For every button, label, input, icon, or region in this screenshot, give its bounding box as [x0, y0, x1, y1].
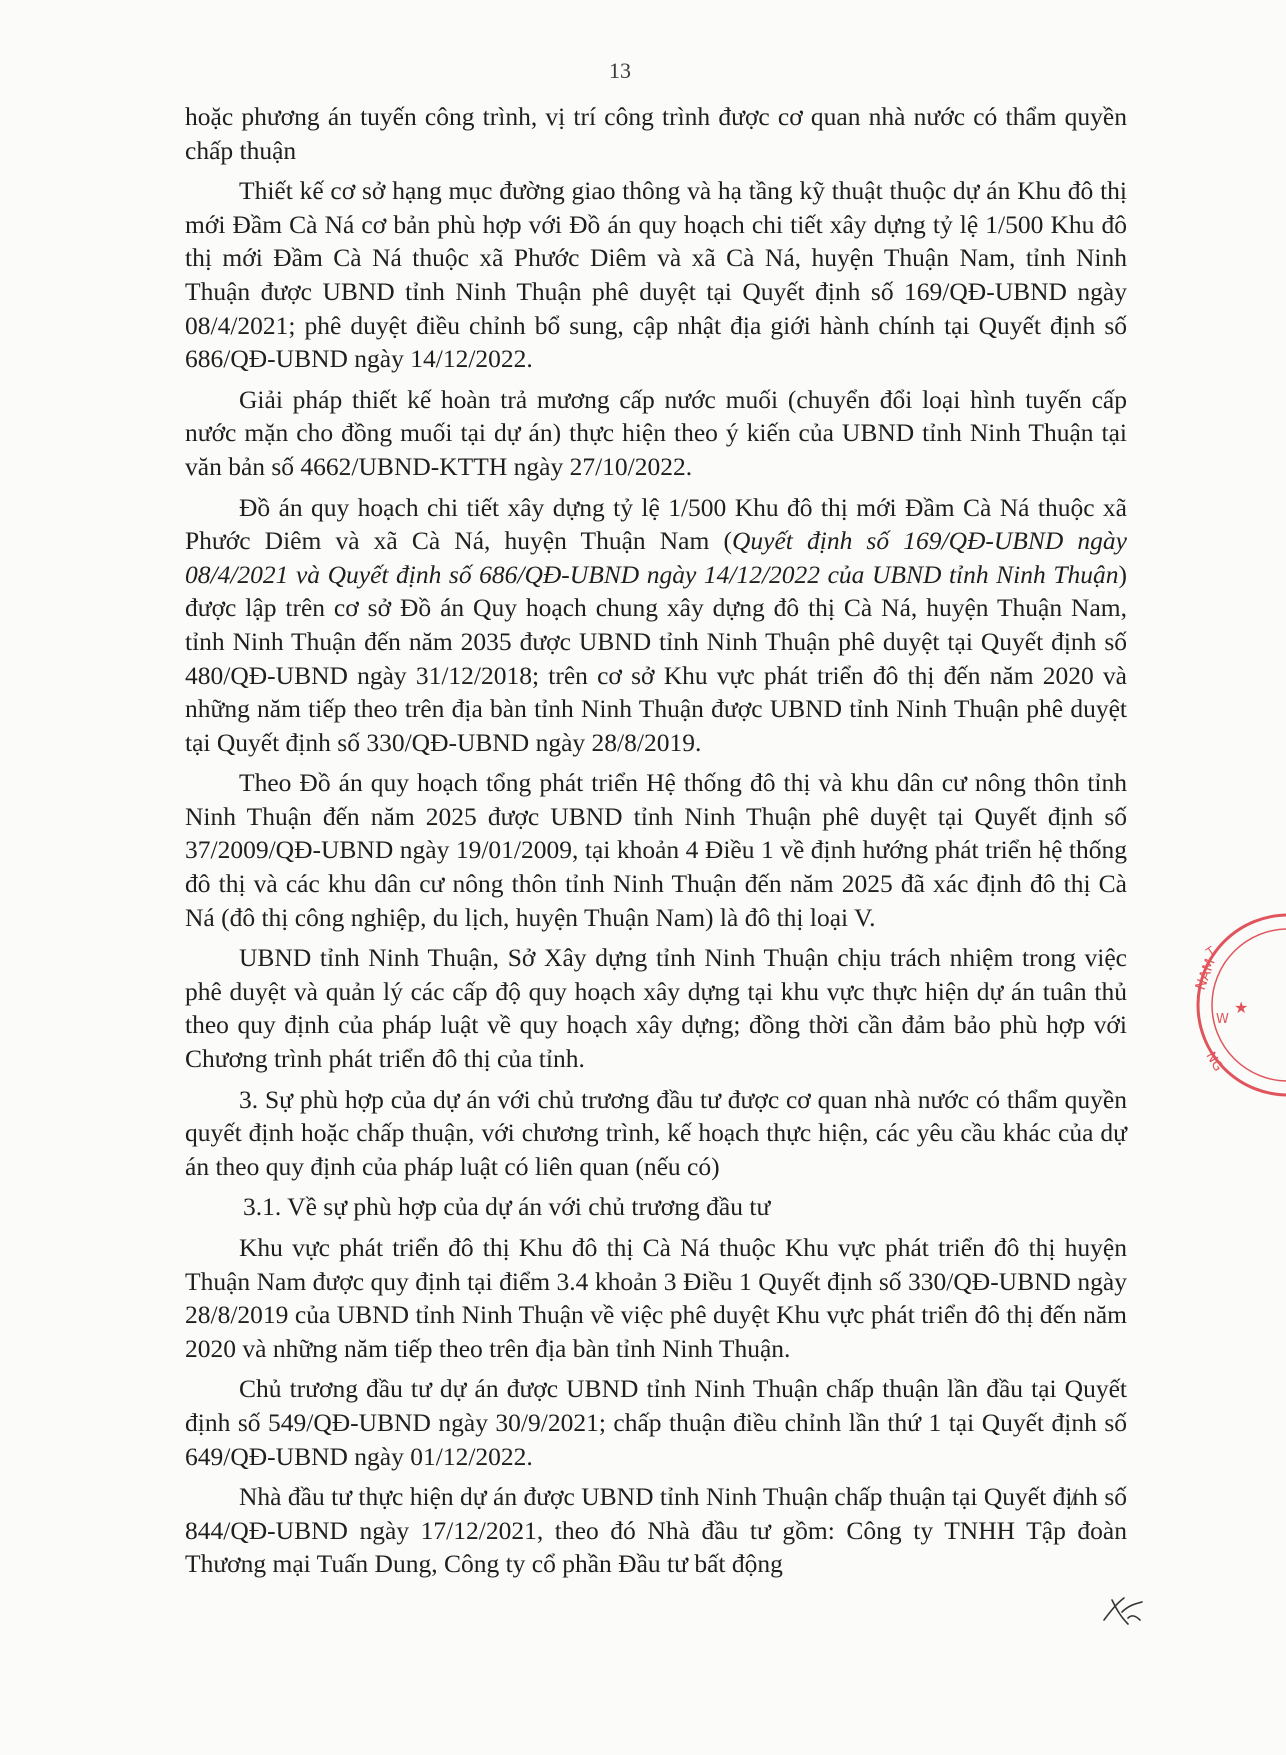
svg-text:NG: NG [1202, 1049, 1226, 1075]
paragraph-detailed-plan-citation: Quyết định số 169/QĐ-UBND ngày 08/4/2021 và Quyết định số 686/QĐ-UBND ngày 14/12/2022 của UBND tỉnh Ninh Thuận [185, 526, 1127, 589]
paragraph-investment-policy: Chủ trương đầu tư dự án được UBND tỉnh Ninh Thuận chấp thuận lần đầu tại Quyết định số 549/QĐ-UBND ngày 30/9/2021; chấp thuận điều chỉnh lần thứ 1 tại Quyết định số 649/QĐ-UBND ngày 01/12/2022. [185, 1374, 1127, 1471]
paragraph-urban-development-area: Khu vực phát triển đô thị Khu đô thị Cà Ná thuộc Khu vực phát triển đô thị huyện Thuận Nam được quy định tại điểm 3.4 khoản 3 Điều 1 Quyết định số 330/QĐ-UBND ngày 28/8/2019 của UBND tỉnh Ninh Thuận về việc phê duyệt Khu vực phát triển đô thị đến năm 2020 và những năm tiếp theo trên địa bàn tỉnh Ninh Thuận. [185, 1233, 1127, 1363]
section-heading-3: 3. Sự phù hợp của dự án với chủ trương đầu tư được cơ quan nhà nước có thẩm quyền quyết định hoặc chấp thuận, với chương trình, kế hoạch thực hiện, các yêu cầu khác của dự án theo quy định của pháp luật có liên quan (nếu có) [185, 1084, 1127, 1181]
margin-tick-mark [1069, 1487, 1079, 1507]
paragraph-investor-approval: Nhà đầu tư thực hiện dự án được UBND tỉnh Ninh Thuận chấp thuận tại Quyết định số 844/QĐ-UBND ngày 17/12/2021, theo đó Nhà đầu tư gồm: Công ty TNHH Tập đoàn Thương mại Tuấn Dung, Công ty cổ phần Đầu tư bất động [185, 1482, 1127, 1579]
document-body [185, 100, 1127, 1588]
red-seal-stamp [1192, 905, 1286, 1105]
handwritten-initials [1098, 1590, 1148, 1630]
svg-text:NAM: NAM [1192, 956, 1219, 993]
paragraph-detailed-plan-part1: Đồ án quy hoạch chi tiết xây dựng tỷ lệ 1/500 Khu đô thị mới Đầm Cà Ná thuộc xã Phước Diêm và xã Cà Ná, huyện Thuận Nam ( [185, 492, 1127, 556]
paragraph-detailed-plan-part2: ) được lập trên cơ sở Đồ án Quy hoạch chung xây dựng đô thị Cà Ná, huyện Thuận Nam, tỉnh Ninh Thuận đến năm 2035 được UBND tỉnh Ninh Thuận phê duyệt tại Quyết định số 480/QĐ-UBND ngày 31/12/2018; trên cơ sở Khu vực phát triển đô thị đến năm 2020 và những năm tiếp theo trên địa bàn tỉnh Ninh Thuận được UBND tỉnh Ninh Thuận phê duyệt tại Quyết định số 330/QĐ-UBND ngày 28/8/2019. [185, 559, 1127, 757]
subsection-heading-3-1: 3.1. Về sự phù hợp của dự án với chủ trương đầu tư [243, 1192, 771, 1222]
svg-text:T: T [1203, 943, 1218, 960]
paragraph-design-basis: Thiết kế cơ sở hạng mục đường giao thông và hạ tầng kỹ thuật thuộc dự án Khu đô thị mới Đầm Cà Ná cơ bản phù hợp với Đồ án quy hoạch chi tiết xây dựng tỷ lệ 1/500 Khu đô thị mới Đầm Cà Ná thuộc xã Phước Diêm và xã Cà Ná, huyện Thuận Nam, tỉnh Ninh Thuận được UBND tỉnh Ninh Thuận phê duyệt tại Quyết định số 169/QĐ-UBND ngày 08/4/2021; phê duyệt điều chỉnh bổ sung, cập nhật địa giới hành chính tại Quyết định số 686/QĐ-UBND ngày 14/12/2022. [185, 176, 1127, 374]
paragraph-responsibility: UBND tỉnh Ninh Thuận, Sở Xây dựng tỉnh Ninh Thuận chịu trách nhiệm trong việc phê duyệt và quản lý các cấp độ quy hoạch xây dựng tại khu vực thực hiện dự án tuân thủ theo quy định của pháp luật về quy hoạch xây dựng; đồng thời cần đảm bảo phù hợp với Chương trình phát triển đô thị của tỉnh. [185, 943, 1127, 1074]
svg-text:W: W [1216, 1012, 1229, 1027]
paragraph-detailed-plan [185, 491, 1127, 760]
paragraph-continuation: hoặc phương án tuyến công trình, vị trí công trình được cơ quan nhà nước có thẩm quyền chấp thuận [185, 102, 1127, 165]
paragraph-salt-water-canal: Giải pháp thiết kế hoàn trả mương cấp nước muối (chuyển đổi loại hình tuyến cấp nước mặn cho đồng muối tại dự án) thực hiện theo ý kiến của UBND tỉnh Ninh Thuận tại văn bản số 4662/UBND-KTTH ngày 27/10/2022. [185, 384, 1127, 481]
page-number: 13 [609, 58, 631, 83]
svg-text:★: ★ [1234, 998, 1249, 1017]
paragraph-urban-system-plan: Theo Đồ án quy hoạch tổng phát triển Hệ thống đô thị và khu dân cư nông thôn tỉnh Ninh Thuận đến năm 2025 được UBND tỉnh Ninh Thuận phê duyệt tại Quyết định số 37/2009/QĐ-UBND ngày 19/01/2009, tại khoản 4 Điều 1 về định hướng phát triển hệ thống đô thị và các khu dân cư nông thôn tỉnh Ninh Thuận đến năm 2025 đã xác định đô thị Cà Ná (đô thị công nghiệp, du lịch, huyện Thuận Nam) là đô thị loại V. [185, 768, 1127, 932]
